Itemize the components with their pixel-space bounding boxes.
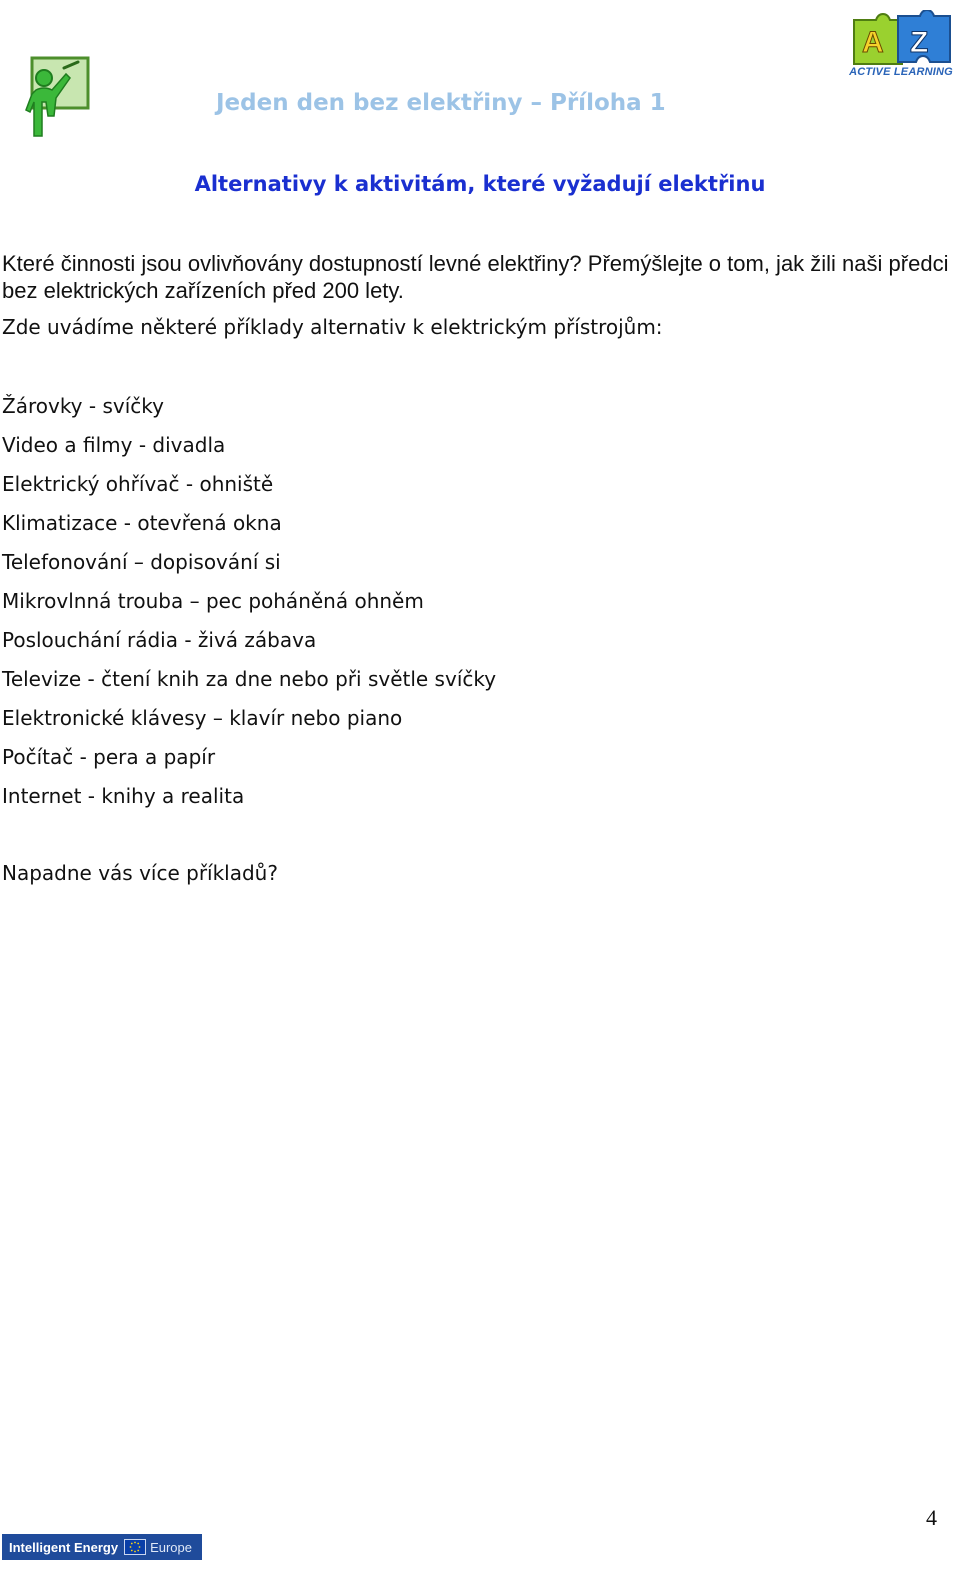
- alternative-item: Internet - knihy a realita: [2, 784, 245, 808]
- svg-text:Z: Z: [910, 26, 929, 59]
- alternative-item: Poslouchání rádia - živá zábava: [2, 628, 317, 652]
- alternative-item: Žárovky - svíčky: [2, 394, 164, 418]
- eu-flag-icon: [124, 1539, 146, 1555]
- section-title: Alternativy k aktivitám, které vyžadují elektřinu: [194, 172, 766, 196]
- alternative-item: Elektrický ohřívač - ohniště: [2, 472, 274, 496]
- active-learning-logo-text: ACTIVE LEARNING: [849, 66, 953, 78]
- svg-text:A: A: [862, 26, 884, 59]
- lead-sentence: Zde uvádíme některé příklady alternativ k elektrickým přístrojům:: [2, 315, 663, 339]
- alternative-item: Mikrovlnná trouba – pec poháněná ohněm: [2, 589, 424, 613]
- alternative-item: Elektronické klávesy – klavír nebo piano: [2, 706, 403, 730]
- closing-question: Napadne vás více příkladů?: [2, 861, 278, 885]
- program-name: Intelligent Energy: [9, 1539, 119, 1555]
- puzzle-pieces-icon: [848, 10, 954, 68]
- alternative-item: Video a filmy - divadla: [2, 433, 226, 457]
- teacher-logo: [22, 56, 92, 140]
- alternative-item: Telefonování – dopisování si: [2, 550, 281, 574]
- alternatives-list: [2, 393, 496, 822]
- alternative-item: Počítač - pera a papír: [2, 745, 216, 769]
- intro-paragraph: Které činnosti jsou ovlivňovány dostupností levné elektřiny? Přemýšlejte o tom, jak žili naši předci bez elektrických zařízeních před 200 lety.: [2, 251, 949, 303]
- program-region: Europe: [150, 1539, 192, 1555]
- teacher-at-board-icon: [22, 56, 92, 140]
- alternative-item: Klimatizace - otevřená okna: [2, 511, 282, 535]
- intelligent-energy-europe-logo: [2, 1534, 202, 1560]
- active-learning-logo: [848, 10, 954, 88]
- page-number: 4: [926, 1505, 937, 1530]
- alternative-item: Televize - čtení knih za dne nebo při světle svíčky: [2, 667, 497, 691]
- page-header-title: Jeden den bez elektřiny – Příloha 1: [216, 90, 666, 116]
